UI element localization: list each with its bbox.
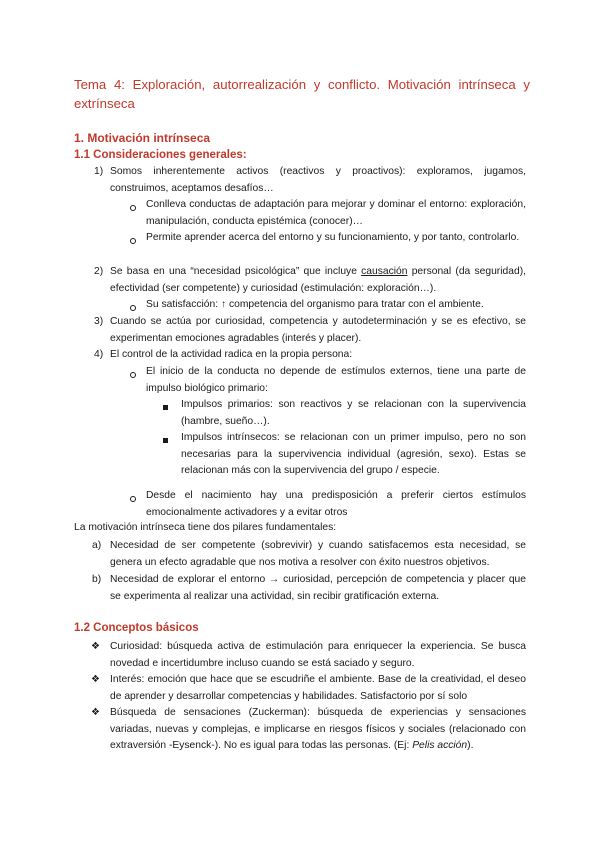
list-number-3: 3)	[94, 316, 104, 327]
list-letter-a: a)	[92, 540, 102, 551]
list-number-1: 1)	[94, 166, 104, 177]
item2-underlined-term: causación	[361, 266, 408, 277]
concept-curiosidad: Curiosidad: búsqueda activa de estimulación para enriquecer la experiencia. Se busca novedad e incertidumbre incluso cuando se está saciado y seguro.	[110, 641, 526, 669]
list-item-2	[110, 264, 526, 297]
list-item-3: Cuando se actúa por curiosidad, competencia y autodeterminación y se es efectivo, se experimentan emociones agradables (interés y placer).	[110, 316, 526, 344]
sub-item-1b: Permite aprender acerca del entorno y su funcionamiento, y por tanto, controlarlo.	[146, 232, 520, 243]
diamond-bullet-icon: ❖	[91, 707, 100, 718]
square-bullet-icon	[163, 438, 168, 443]
section-heading-motivacion-intrinseca: 1. Motivación intrínseca	[74, 131, 211, 145]
pillars-intro: La motivación intrínseca tiene dos pilares fundamentales:	[74, 522, 337, 533]
circle-bullet-icon	[130, 238, 136, 244]
item2-text-pre: Se basa en una “necesidad psicológica” que incluye	[110, 266, 362, 277]
pillar-a: Necesidad de ser competente (sobrevivir) y cuando satisfacemos esta necesidad, se genera un efecto agradable que nos motiva a resolver con éxito nuestros objetivos.	[110, 540, 526, 568]
item2-text-post: personal (da seguridad), efectividad (ser competente) y curiosidad (estimulación: exploración…).	[110, 266, 526, 294]
concept3-text-pre: Búsqueda de sensaciones (Zuckerman): búsqueda de experiencias y sensaciones variadas, nuevas y complejas, e implicarse en riesgos físicos y sociales (relacionado con extraversión -Eysenck-). No es igual para todas las personas. (Ej:	[110, 707, 526, 752]
sub-sub-item-4a1: Impulsos primarios: son reactivos y se relacionan con la supervivencia (hambre, sueño…).	[181, 399, 526, 427]
sub-item-4a: El inicio de la conducta no depende de estímulos externos, tiene una parte de impulso biológico primario:	[146, 366, 526, 394]
subsection-heading-consideraciones: 1.1 Consideraciones generales:	[74, 149, 247, 161]
list-letter-b: b)	[92, 574, 102, 585]
concept-interes: Interés: emoción que hace que se escudriñe el ambiente. Base de la creatividad, el deseo de aprender y desarrollar competencias y habilidades. Satisfactorio por sí solo	[110, 674, 526, 702]
sub-item-1a: Conlleva conductas de adaptación para mejorar y dominar el entorno: exploración, manipulación, conducta epistémica (conocer)…	[146, 199, 526, 227]
sub-item-2a: Su satisfacción: ↑ competencia del organismo para tratar con el ambiente.	[146, 299, 484, 310]
circle-bullet-icon	[130, 372, 136, 378]
concept3-text-post: ).	[467, 740, 474, 752]
square-bullet-icon	[163, 405, 168, 410]
circle-bullet-icon	[130, 305, 136, 311]
circle-bullet-icon	[130, 205, 136, 211]
subsection-heading-conceptos: 1.2 Conceptos básicos	[74, 622, 199, 634]
list-item-4: El control de la actividad radica en la propia persona:	[110, 349, 353, 360]
sub-item-4b: Desde el nacimiento hay una predisposición a preferir ciertos estímulos emocionalmente activadores y a evitar otros	[146, 490, 526, 518]
circle-bullet-icon	[130, 496, 136, 502]
concept-busqueda-sensaciones	[110, 705, 526, 755]
list-item-1: Somos inherentemente activos (reactivos y proactivos): exploramos, jugamos, construimos, aceptamos desafíos…	[110, 166, 526, 194]
diamond-bullet-icon: ❖	[91, 641, 100, 652]
pillar-b: Necesidad de explorar el entorno → curiosidad, percepción de competencia y placer que se experimenta al realizar una actividad, sin recibir gratificación externa.	[110, 574, 526, 602]
diamond-bullet-icon: ❖	[91, 674, 100, 685]
concept3-example: Pelis acción	[412, 740, 468, 752]
sub-sub-item-4a2: Impulsos intrínsecos: se relacionan con un primer impulso, pero no son necesarias para la supervivencia individual (agresión, sexo). Estas se relacionan más con la supervivencia del grupo / especie.	[181, 432, 526, 477]
list-number-2: 2)	[94, 266, 104, 277]
document-title: Tema 4: Exploración, autorrealización y conflicto. Motivación intrínseca y extrínseca	[74, 77, 530, 111]
list-number-4: 4)	[94, 349, 104, 360]
